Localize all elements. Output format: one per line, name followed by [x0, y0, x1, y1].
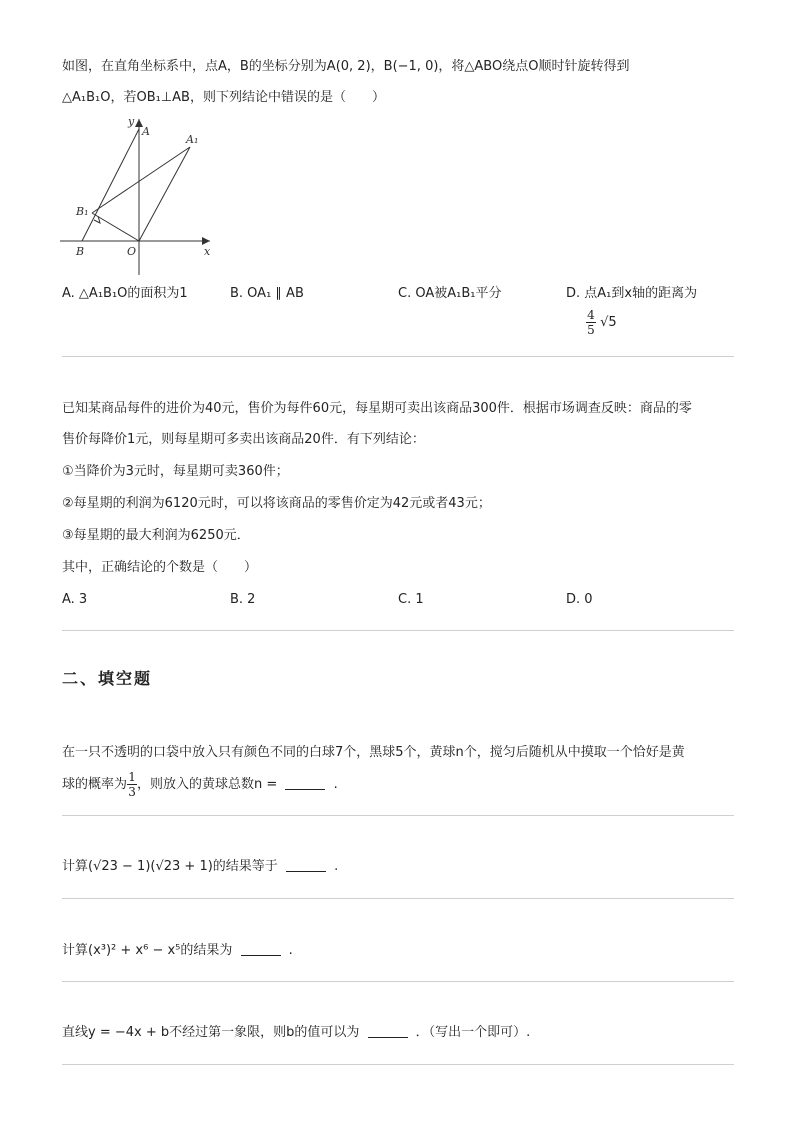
q1-d-frac-num: 4 — [587, 308, 595, 322]
q2-text-line2: 售价每降价1元，则每星期可多卖出该商品20件．有下列结论： — [62, 432, 425, 447]
label-B: B — [76, 245, 85, 258]
q2-question: 其中，正确结论的个数是（ ） — [62, 560, 258, 575]
q3-line2-pre: 球的概率为 — [62, 777, 128, 792]
q1-figure — [60, 115, 220, 275]
q1-option-d-value — [586, 308, 617, 337]
q4-text — [62, 857, 338, 877]
label-A: A — [142, 125, 150, 138]
q5-text — [62, 941, 293, 961]
q1-d-fraction — [586, 308, 596, 337]
divider — [62, 898, 734, 899]
q3-text-line2 — [62, 770, 338, 800]
q2-option-c: C. 1 — [398, 592, 424, 607]
segment-B1O — [92, 213, 139, 241]
q3-line2-post: ，则放入的黄球总数n = — [137, 777, 278, 792]
answer-blank[interactable] — [368, 1025, 408, 1038]
divider — [62, 1064, 734, 1065]
q6-end: ．（写出一个即可）. — [415, 1025, 531, 1040]
q1-option-b: B. OA₁ ∥ AB — [230, 286, 304, 301]
answer-blank[interactable] — [286, 859, 326, 872]
answer-blank[interactable] — [241, 943, 281, 956]
q3-frac-den: 3 — [128, 785, 136, 799]
q2-conclusion-1: ①当降价为3元时，每星期可卖360件； — [62, 464, 289, 479]
q2-option-d: D. 0 — [566, 592, 593, 607]
label-O: O — [127, 245, 137, 258]
q2-conclusion-3: ③每星期的最大利润为6250元． — [62, 528, 250, 543]
q3-end: . — [333, 777, 338, 792]
answer-blank[interactable] — [285, 777, 325, 790]
divider — [62, 630, 734, 631]
divider — [62, 356, 734, 357]
q2-option-b: B. 2 — [230, 592, 256, 607]
q6-pre: 直线y = −4x + b不经过第一象限，则b的值可以为 — [62, 1025, 360, 1040]
q5-pre: 计算(x³)² + x⁶ − x⁵的结果为 — [62, 943, 233, 958]
q1-option-d: D. 点A₁到x轴的距离为 — [566, 286, 698, 301]
divider — [62, 981, 734, 982]
q1-option-a: A. △A₁B₁O的面积为1 — [62, 286, 188, 301]
segment-A1B1 — [92, 147, 190, 213]
label-y: y — [128, 115, 135, 128]
q1-text-line2: △A₁B₁O，若OB₁⊥AB，则下列结论中错误的是（ ） — [62, 90, 385, 105]
section-heading: 二、填空题 — [62, 669, 153, 688]
q1-d-frac-den: 5 — [587, 323, 595, 337]
q1-option-c: C. OA被A₁B₁平分 — [398, 286, 502, 301]
divider — [62, 815, 734, 816]
q2-text-line1: 已知某商品每件的进价为40元，售价为每件60元，每星期可卖出该商品300件．根据市场调查反映：商品的零 — [62, 401, 692, 416]
q6-text — [62, 1023, 530, 1043]
q1-d-sqrt: √5 — [600, 315, 617, 330]
q1-text-line1: 如图，在直角坐标系中，点A，B的坐标分别为A(0, 2)，B(−1, 0)，将△ABO绕点O顺时针旋转得到 — [62, 59, 630, 74]
q2-option-a: A. 3 — [62, 592, 88, 607]
label-x: x — [204, 245, 211, 258]
q2-conclusion-2: ②每星期的利润为6120元时，可以将该商品的零售价定为42元或者43元； — [62, 496, 491, 511]
q3-frac-num: 1 — [128, 770, 136, 784]
q4-pre: 计算(√23 − 1)(√23 + 1)的结果等于 — [62, 859, 278, 874]
q4-end: . — [334, 859, 339, 874]
segment-OA1 — [139, 147, 190, 241]
x-axis-arrow — [202, 237, 210, 245]
label-B1: B₁ — [76, 205, 89, 218]
q5-end: . — [288, 943, 293, 958]
q3-text-line1: 在一只不透明的口袋中放入只有颜色不同的白球7个，黑球5个，黄球n个，搅匀后随机从中摸取一个恰好是黄 — [62, 745, 685, 760]
q3-fraction — [127, 770, 137, 799]
label-A1: A₁ — [186, 133, 199, 146]
